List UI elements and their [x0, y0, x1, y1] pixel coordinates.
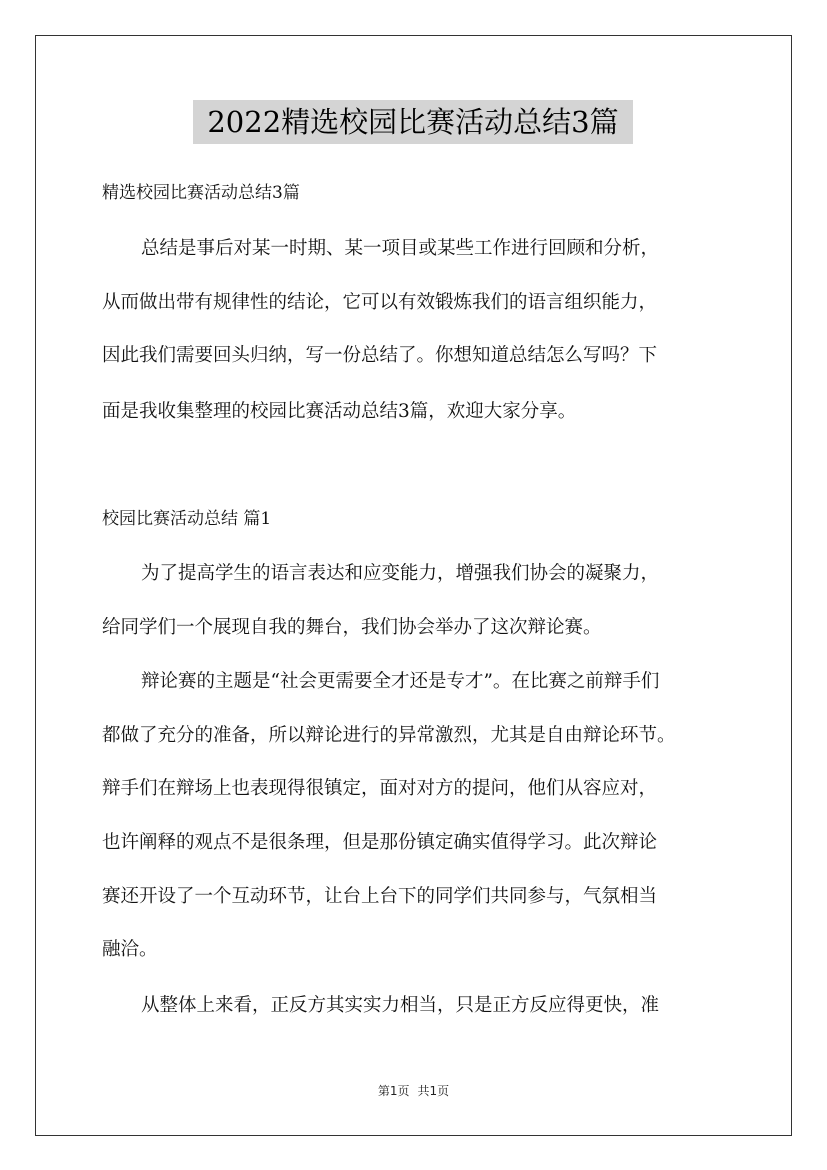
intro-line: 因此我们需要回头归纳，写一份总结了。你想知道总结怎么写吗？下 [102, 345, 658, 366]
intro-line: 总结是事后对某一时期、某一项目或某些工作进行回顾和分析， [141, 238, 660, 259]
body-line: 赛还开设了一个互动环节，让台上台下的同学们共同参与，气氛相当 [102, 886, 658, 907]
body-line: 融洽。 [102, 939, 158, 960]
intro-line: 从而做出带有规律性的结论，它可以有效锻炼我们的语言组织能力， [102, 292, 658, 313]
section-heading: 校园比赛活动总结 篇1 [102, 509, 272, 529]
body-line: 都做了充分的准备，所以辩论进行的异常激烈，尤其是自由辩论环节。 [102, 725, 676, 746]
body-line: 辩论赛的主题是“社会更需要全才还是专才”。在比赛之前辩手们 [141, 671, 660, 692]
intro-line: 面是我收集整理的校园比赛活动总结3篇，欢迎大家分享。 [102, 401, 577, 422]
body-line: 从整体上来看，正反方其实实力相当，只是正方反应得更快，准 [141, 995, 660, 1016]
document-subtitle: 精选校园比赛活动总结3篇 [102, 183, 300, 203]
body-line: 为了提高学生的语言表达和应变能力，增强我们协会的凝聚力， [141, 563, 660, 584]
page-total: 共1页 [417, 1084, 450, 1098]
page-footer [0, 1083, 827, 1099]
document-title: 2022精选校园比赛活动总结3篇 [193, 100, 633, 144]
page-number: 第1页 [377, 1084, 410, 1098]
body-line: 给同学们一个展现自我的舞台，我们协会举办了这次辩论赛。 [102, 617, 602, 638]
body-line: 也许阐释的观点不是很条理，但是那份镇定确实值得学习。此次辩论 [102, 832, 658, 853]
body-line: 辩手们在辩场上也表现得很镇定，面对对方的提问，他们从容应对， [102, 778, 658, 799]
